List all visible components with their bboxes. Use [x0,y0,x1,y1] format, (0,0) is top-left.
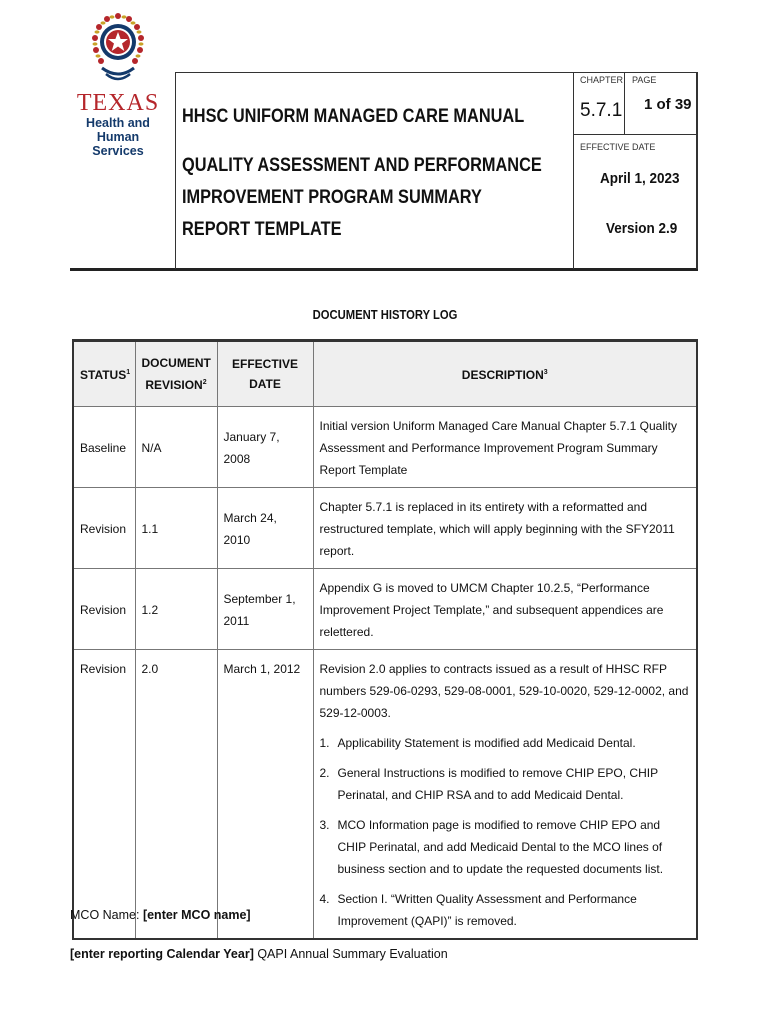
cell-status: Revision [73,488,135,569]
column-header-revision: DOCUMENT REVISION$^2$ [135,341,217,407]
effective-date-label: EFFECTIVE DATE [580,142,656,152]
column-header-effective-date: EFFECTIVE DATE [217,341,313,407]
header-divider [696,72,698,269]
table-row [73,407,697,488]
cell-date: March 24, 2010 [217,488,313,569]
list-item [320,888,691,932]
cell-status: Baseline [73,407,135,488]
cell-revision: 1.1 [135,488,217,569]
list-text: Section I. “Written Quality Assessment and Performance Improvement (QAPI)” is removed. [337,892,637,928]
cell-status: Revision [73,650,135,940]
list-number: 1. [319,736,330,750]
list-text: MCO Information page is modified to remove CHIP EPO and CHIP Perinatal, and add Medicaid Dental to the MCO lines of business section and to update the requested documents list. [337,818,664,876]
list-number: 2. [319,766,330,780]
cell-description [313,650,697,940]
document-history-table [72,339,698,940]
description-intro: Revision 2.0 applies to contracts issued as a result of HHSC RFP numbers 529-06-0293, 529-08-0001, 529-10-0020, 529-12-0002, and 529-12-0003. [319,662,689,720]
chapter-number: 5.7.1 [580,100,623,121]
cell-description: Appendix G is moved to UMCM Chapter 10.2.5, “Performance Improvement Project Template,” and subsequent appendices are relettered. [313,569,697,650]
effective-date: April 1, 2023 [600,170,680,187]
cell-description: Chapter 5.7.1 is replaced in its entirety with a reformatted and restructured template, which will apply beginning with the SFY2011 report. [313,488,697,569]
list-text: Applicability Statement is modified add Medicaid Dental. [337,736,636,750]
cell-revision: 1.2 [135,569,217,650]
chapter-label: CHAPTER [580,75,624,85]
history-title: DOCUMENT HISTORY LOG [312,308,458,322]
mco-name-label: MCO Name: [70,908,143,922]
document-header [70,72,698,272]
header-bottom-rule [70,268,698,271]
logo-agency-line1: Health and Human [86,116,150,144]
mco-name-line [70,908,251,922]
cell-description: Initial version Uniform Managed Care Manual Chapter 5.7.1 Quality Assessment and Performance Improvement Program Summary Report Template [313,407,697,488]
list-text: General Instructions is modified to remove CHIP EPO, CHIP Perinatal, and CHIP RSA and to add Medicaid Dental. [337,766,658,802]
logo-agency-line2: Services [92,144,144,158]
cell-status: Revision [73,569,135,650]
cell-revision: 2.0 [135,650,217,940]
header-divider [573,134,696,135]
header-top-rule [175,72,698,73]
report-title: QUALITY ASSESSMENT AND PERFORMANCE IMPROVEMENT PROGRAM SUMMARY REPORT TEMPLATE [182,155,542,240]
page-label: PAGE [632,75,657,85]
reporting-year-line [70,947,448,961]
reporting-year-placeholder[interactable]: [enter reporting Calendar Year] [70,947,254,961]
cell-date: January 7, 2008 [217,407,313,488]
list-item [320,814,691,880]
manual-title: HHSC UNIFORM MANAGED CARE MANUAL [182,106,525,127]
logo-wordmark: TEXAS [76,90,160,116]
cell-date: September 1, 2011 [217,569,313,650]
list-item [320,762,691,806]
list-item [320,732,691,754]
header-divider [573,72,574,269]
mco-name-placeholder[interactable]: [enter MCO name] [142,908,251,922]
list-number: 4. [319,892,330,906]
table-row [73,650,697,940]
column-header-status: STATUS$^1$ [73,341,135,407]
reporting-year-label: QAPI Annual Summary Evaluation [253,947,448,961]
column-header-description: DESCRIPTION$^3$ [313,341,697,407]
version: Version 2.9 [606,220,678,237]
page-number: 1 of 39 [644,96,692,113]
table-header-row [73,341,697,407]
table-row [73,569,697,650]
header-divider [175,72,176,269]
cell-revision: N/A [135,407,217,488]
table-row [73,488,697,569]
list-number: 3. [319,818,330,832]
cell-date: March 1, 2012 [217,650,313,940]
header-divider [624,72,625,134]
